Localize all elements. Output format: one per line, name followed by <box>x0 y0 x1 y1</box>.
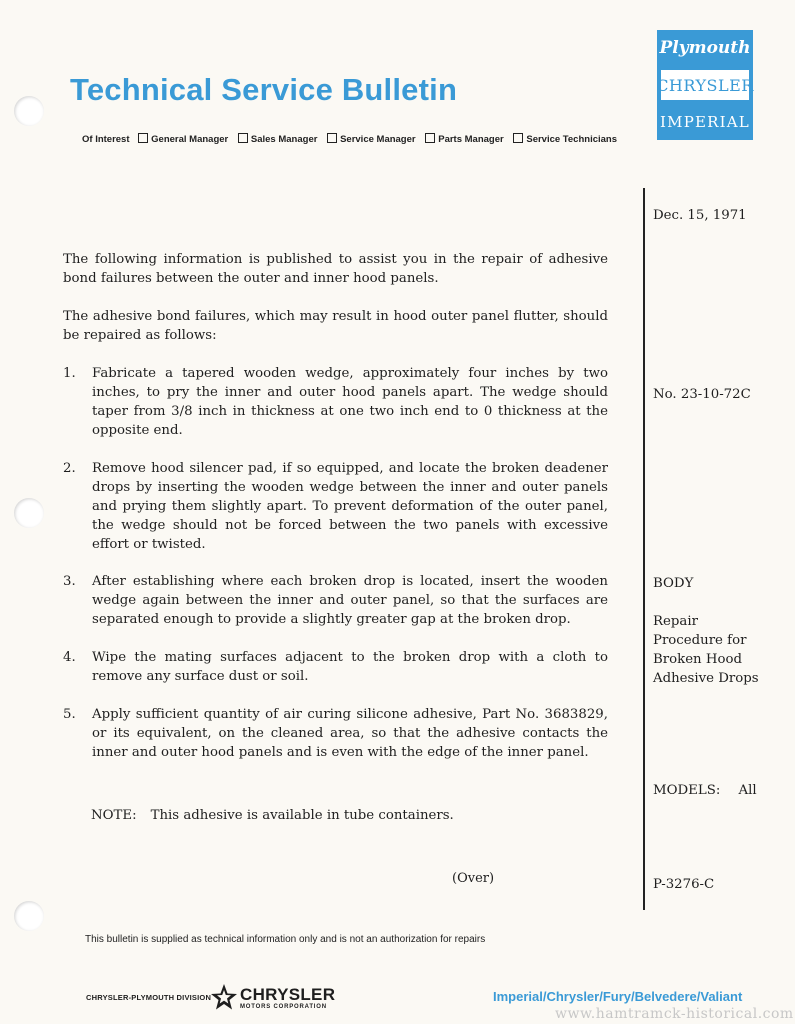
subject-line: Broken Hood <box>653 652 742 667</box>
step-text: After establishing where each broken drop is located, insert the wooden wedge again between the inner and outer panel, so that the surfaces are separated enough to provide a slightly greater gap at the broken drop. <box>92 574 608 627</box>
interest-option-service-technicians: Service Technicians <box>513 134 617 145</box>
punch-hole-top <box>14 96 44 126</box>
step-number: 1. <box>63 366 76 381</box>
interest-label: Of Interest <box>82 134 130 145</box>
interest-option-general-manager: General Manager <box>138 134 228 145</box>
page-title: Technical Service Bulletin <box>70 72 458 107</box>
plymouth-logo: Plymouth <box>657 30 753 66</box>
lead-paragraph: The adhesive bond failures, which may result in hood outer panel flutter, should be repaired as follows: <box>63 309 608 343</box>
division-name: CHRYSLER-PLYMOUTH DIVISION <box>86 993 212 1002</box>
models <box>653 781 757 800</box>
watermark: www.hamtramck-historical.com <box>555 1006 794 1022</box>
interest-option-service-manager: Service Manager <box>327 134 416 145</box>
note-label: NOTE: <box>91 808 137 823</box>
bulletin-category: BODY <box>653 576 694 591</box>
form-number: P-3276-C <box>653 877 715 892</box>
checkbox-icon <box>513 133 523 143</box>
disclaimer: This bulletin is supplied as technical information only and is not an authorization for repairs <box>85 934 486 945</box>
step-text: Wipe the mating surfaces adjacent to the broken drop with a cloth to remove any surface dust or soil. <box>92 650 608 684</box>
step-text: Remove hood silencer pad, if so equipped, and locate the broken deadener drops by inserting the wooden wedge between the inner and outer panels and prying them slightly apart. To prevent deformation of the outer panel, the wedge should not be forced between the two panels with excessive effort or twisted. <box>92 461 608 552</box>
punch-hole-middle <box>14 498 44 528</box>
imperial-logo: IMPERIAL <box>657 104 753 140</box>
step-5 <box>63 705 608 762</box>
step-3 <box>63 572 608 629</box>
note <box>91 808 454 823</box>
step-number: 5. <box>63 707 76 722</box>
models-value: All <box>738 783 757 798</box>
punch-hole-bottom <box>14 901 44 931</box>
chrysler-logo <box>657 66 753 104</box>
checkbox-icon <box>138 133 148 143</box>
bulletin-date: Dec. 15, 1971 <box>653 208 747 223</box>
step-text: Fabricate a tapered wooden wedge, approximately four inches by two inches, to pry the inner and outer hood panels apart. The wedge should taper from 3/8 inch in thickness at one two inch end to 0 thickness at the opposite end. <box>92 366 608 438</box>
corp-sub: MOTORS CORPORATION <box>240 1004 327 1010</box>
chrysler-corporation-logo <box>240 986 335 1010</box>
intro-paragraph: The following information is published to assist you in the repair of adhesive bond failures between the outer and inner hood panels. <box>63 252 608 286</box>
interest-option-sales-manager: Sales Manager <box>238 134 318 145</box>
chrysler-logo-text: CHRYSLER <box>661 70 749 100</box>
subject-line: Procedure for <box>653 633 747 648</box>
over-indicator: (Over) <box>452 871 495 886</box>
subject-line: Repair <box>653 614 698 629</box>
checkbox-icon <box>327 133 337 143</box>
interest-checklist <box>82 133 624 145</box>
step-number: 2. <box>63 461 76 476</box>
corp-name: CHRYSLER <box>240 985 336 1004</box>
interest-option-parts-manager: Parts Manager <box>425 134 503 145</box>
models-label: MODELS: <box>653 783 721 798</box>
car-lines: Imperial/Chrysler/Fury/Belvedere/Valiant <box>493 989 743 1004</box>
step-2 <box>63 459 608 554</box>
subject-line: Adhesive Drops <box>653 671 759 686</box>
bulletin-number: No. 23-10-72C <box>653 387 751 402</box>
note-text: This adhesive is available in tube containers. <box>150 808 454 823</box>
step-number: 4. <box>63 650 76 665</box>
checkbox-icon <box>238 133 248 143</box>
step-1 <box>63 364 608 440</box>
pentastar-icon <box>210 983 238 1015</box>
step-number: 3. <box>63 574 76 589</box>
step-4 <box>63 648 608 686</box>
checkbox-icon <box>425 133 435 143</box>
column-divider <box>643 188 645 910</box>
bulletin-subject <box>653 612 759 688</box>
step-text: Apply sufficient quantity of air curing silicone adhesive, Part No. 3683829, or its equivalent, on the cleaned area, so that the adhesive contacts the inner and outer hood panels and is even with the edge of the inner panel. <box>92 707 608 760</box>
